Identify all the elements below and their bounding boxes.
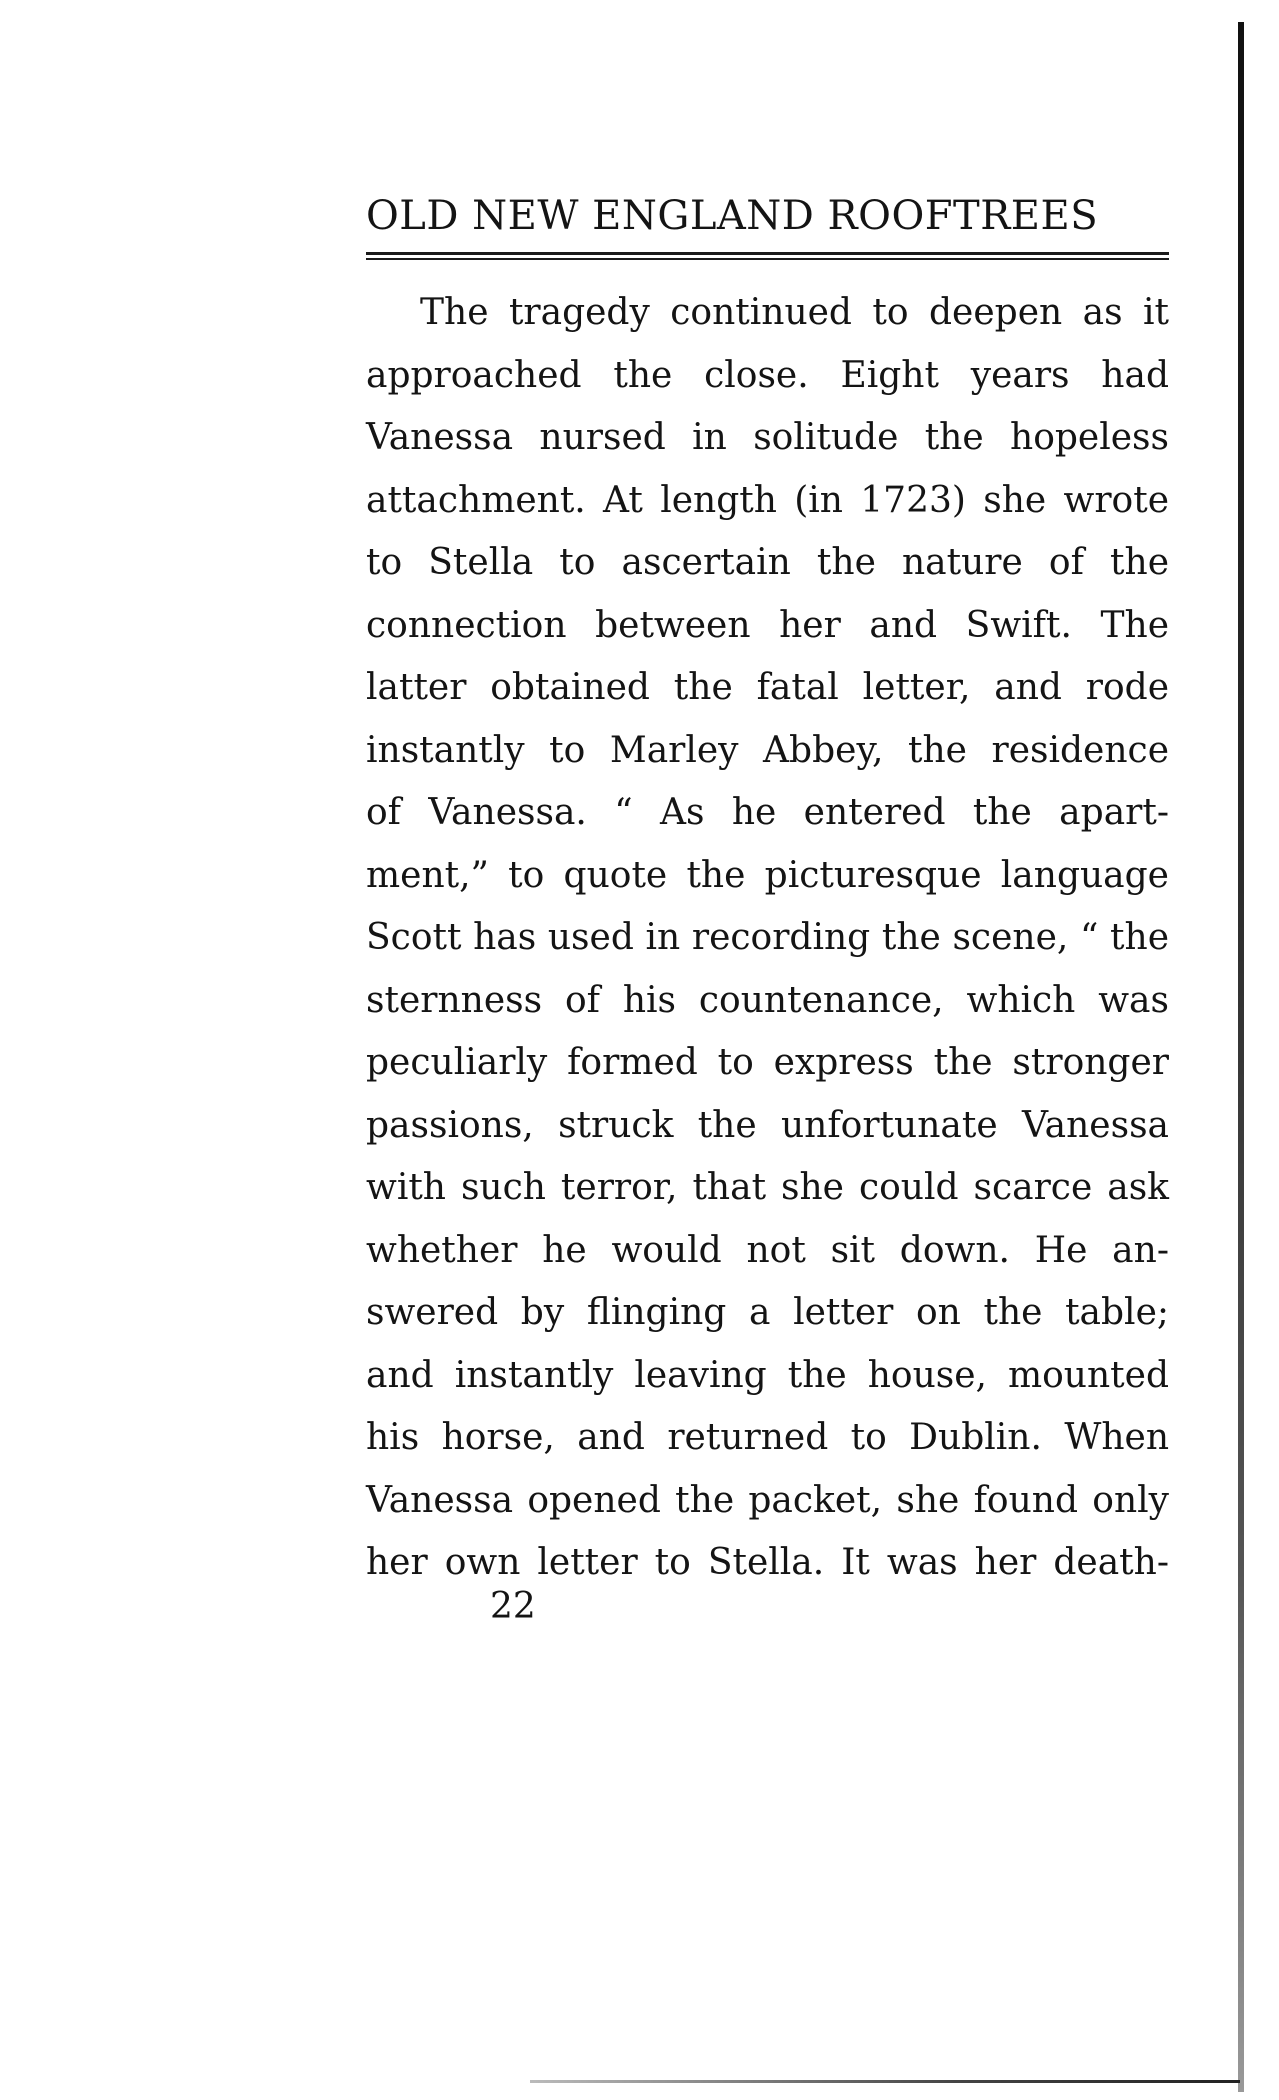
text-line: passions, struck the unfortunate Vanessa	[366, 1104, 1169, 1146]
text-line: ment,” to quote the picturesque language	[366, 854, 1169, 896]
text-line: Vanessa opened the packet, she found only	[366, 1479, 1169, 1521]
page-edge-shadow	[1238, 22, 1244, 2092]
text-line: and instantly leaving the house, mounted	[366, 1354, 1169, 1396]
text-line: of Vanessa. “ As he entered the apart-	[366, 792, 1169, 833]
header-rule	[366, 252, 1169, 255]
text-line: instantly to Marley Abbey, the residence	[366, 729, 1169, 771]
text-line: with such terror, that she could scarce ask	[366, 1167, 1169, 1208]
text-line: sternness of his countenance, which was	[366, 979, 1169, 1021]
text-line: to Stella to ascertain the nature of the	[366, 542, 1169, 583]
text-line: peculiarly formed to express the stronger	[366, 1042, 1169, 1083]
text-line: her own letter to Stella. It was her death-	[366, 1542, 1169, 1583]
text-line: latter obtained the fatal letter, and rode	[366, 667, 1169, 708]
text-line: swered by flinging a letter on the table;	[366, 1292, 1169, 1333]
text-line: Scott has used in recording the scene, “ the	[366, 917, 1169, 958]
text-line: connection between her and Swift. The	[366, 604, 1169, 646]
text-line: The tragedy continued to deepen as it	[420, 292, 1169, 333]
running-head: OLD NEW ENGLAND ROOFTREES	[366, 193, 1099, 239]
text-line: his horse, and returned to Dublin. When	[366, 1417, 1169, 1458]
text-line: attachment. At length (in 1723) she wrote	[366, 479, 1169, 521]
page-bottom-edge	[530, 2080, 1240, 2083]
text-line: Vanessa nursed in solitude the hopeless	[366, 417, 1169, 458]
text-line: approached the close. Eight years had	[366, 354, 1169, 396]
body-text	[366, 282, 1169, 1595]
header-rule-secondary	[366, 258, 1169, 260]
text-line: whether he would not sit down. He an-	[366, 1229, 1169, 1271]
page-number: 22	[490, 1586, 536, 1627]
